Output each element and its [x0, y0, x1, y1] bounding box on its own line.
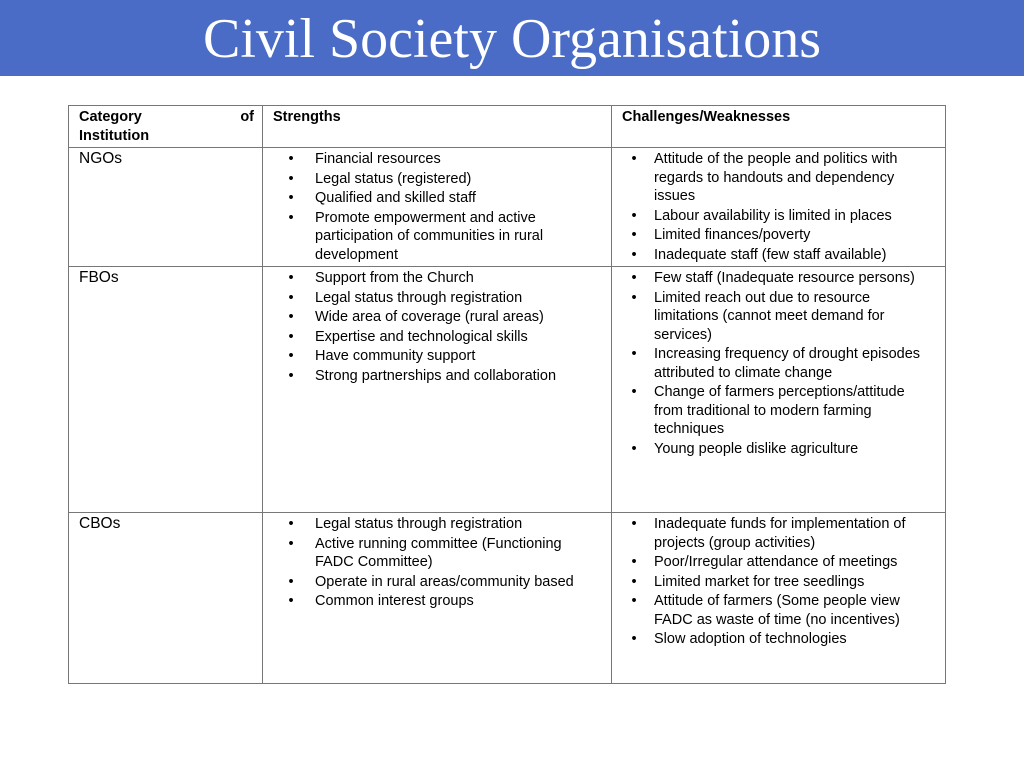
list-item	[622, 383, 937, 439]
bullet-icon: •	[631, 573, 637, 590]
header-category	[69, 106, 263, 148]
strengths-list	[273, 150, 603, 264]
list-item	[273, 573, 603, 592]
challenges-cell	[612, 148, 946, 267]
bullet-icon: •	[288, 573, 294, 590]
table-row-fbos	[69, 267, 946, 513]
list-item-text: Attitude of the people and politics with regards to handouts and dependency issues	[654, 151, 898, 204]
list-item-text: Strong partnerships and collaboration	[315, 367, 557, 384]
bullet-icon: •	[631, 384, 637, 400]
bullet-icon: •	[288, 209, 294, 226]
list-item	[622, 630, 937, 649]
list-item	[273, 150, 603, 169]
list-item-text: Legal status (registered)	[315, 170, 472, 187]
list-item-text: Legal status through registration	[315, 289, 523, 306]
list-item	[273, 170, 603, 189]
list-item-text: Young people dislike agriculture	[654, 440, 859, 457]
list-item	[273, 367, 603, 386]
header-category-word: Category	[79, 109, 142, 125]
bullet-icon: •	[288, 328, 294, 345]
bullet-icon: •	[288, 190, 294, 206]
table-row-cbos	[69, 513, 946, 684]
strengths-list	[273, 269, 603, 385]
bullet-icon: •	[631, 289, 637, 306]
bullet-icon: •	[631, 516, 637, 532]
list-item	[273, 347, 603, 366]
header-category-line2: Institution	[79, 127, 150, 144]
strengths-cell	[263, 148, 612, 267]
list-item	[273, 308, 603, 327]
list-item-text: Expertise and technological skills	[315, 328, 528, 345]
bullet-icon: •	[288, 516, 294, 532]
list-item-text: Inadequate staff (few staff available)	[654, 246, 887, 263]
list-item-text: Limited market for tree seedlings	[654, 573, 865, 590]
list-item-text: Attitude of farmers (Some people view FADC as waste of time (no incentives)	[654, 593, 900, 628]
bullet-icon: •	[631, 227, 637, 243]
list-item	[622, 226, 937, 245]
challenges-list	[622, 515, 937, 649]
bullet-icon: •	[631, 151, 637, 167]
list-item-text: Have community support	[315, 348, 476, 364]
list-item-text: Slow adoption of technologies	[654, 631, 847, 647]
bullet-icon: •	[288, 348, 294, 364]
category-cell: FBOs	[69, 267, 263, 513]
list-item-text: Poor/Irregular attendance of meetings	[654, 554, 898, 570]
challenges-cell	[612, 513, 946, 684]
header-challenges: Challenges/Weaknesses	[612, 106, 946, 148]
list-item	[622, 515, 937, 552]
category-cell: CBOs	[69, 513, 263, 684]
bullet-icon: •	[631, 554, 637, 570]
bullet-icon: •	[631, 440, 637, 457]
bullet-icon: •	[288, 170, 294, 187]
list-item	[622, 289, 937, 345]
bullet-icon: •	[288, 367, 294, 384]
bullet-icon: •	[288, 309, 294, 325]
strengths-cell	[263, 267, 612, 513]
list-item	[273, 269, 603, 288]
list-item-text: Common interest groups	[315, 593, 474, 609]
challenges-cell	[612, 267, 946, 513]
bullet-icon: •	[288, 593, 294, 609]
list-item	[273, 535, 603, 572]
list-item	[622, 246, 937, 265]
list-item	[273, 289, 603, 308]
list-item	[273, 515, 603, 534]
list-item-text: Financial resources	[315, 151, 441, 167]
list-item	[273, 328, 603, 347]
bullet-icon: •	[288, 270, 294, 286]
list-item-text: Wide area of coverage (rural areas)	[315, 309, 544, 325]
table-header-row	[69, 106, 946, 148]
list-item	[622, 269, 937, 288]
bullet-icon: •	[631, 270, 637, 286]
list-item	[273, 592, 603, 611]
title-bar	[0, 0, 1024, 76]
list-item	[622, 592, 937, 629]
list-item-text: Change of farmers perceptions/attitude from traditional to modern farming techniques	[654, 384, 905, 437]
bullet-icon: •	[631, 346, 637, 362]
list-item	[622, 207, 937, 226]
list-item-text: Increasing frequency of drought episodes attributed to climate change	[654, 346, 921, 381]
bullet-icon: •	[631, 207, 637, 224]
slide-title: Civil Society Organisations	[202, 8, 822, 70]
list-item-text: Support from the Church	[315, 270, 474, 286]
list-item	[622, 573, 937, 592]
bullet-icon: •	[288, 151, 294, 167]
strengths-cell	[263, 513, 612, 684]
category-cell: NGOs	[69, 148, 263, 267]
list-item-text: Active running committee (Functioning FADC Committee)	[315, 535, 562, 570]
header-category-of: of	[240, 109, 254, 125]
list-item	[622, 345, 937, 382]
list-item-text: Promote empowerment and active participation of communities in rural development	[315, 209, 544, 263]
challenges-list	[622, 150, 937, 264]
list-item-text: Qualified and skilled staff	[315, 190, 476, 206]
table-body	[69, 148, 946, 684]
bullet-icon: •	[288, 535, 294, 552]
list-item-text: Operate in rural areas/community based	[315, 573, 574, 590]
challenges-list	[622, 269, 937, 458]
bullet-icon: •	[631, 631, 637, 647]
list-item-text: Limited finances/poverty	[654, 227, 811, 243]
list-item	[273, 209, 603, 265]
list-item-text: Legal status through registration	[315, 516, 523, 532]
list-item-text: Inadequate funds for implementation of projects (group activities)	[654, 516, 906, 551]
list-item-text: Limited reach out due to resource limitations (cannot meet demand for services)	[654, 289, 885, 343]
header-strengths: Strengths	[263, 106, 612, 148]
strengths-list	[273, 515, 603, 611]
list-item	[622, 150, 937, 206]
bullet-icon: •	[631, 246, 637, 263]
list-item	[622, 553, 937, 572]
bullet-icon: •	[631, 593, 637, 609]
list-item-text: Few staff (Inadequate resource persons)	[654, 270, 915, 286]
table-row-ngos	[69, 148, 946, 267]
list-item	[273, 189, 603, 208]
bullet-icon: •	[288, 289, 294, 306]
list-item-text: Labour availability is limited in places	[654, 207, 892, 224]
list-item	[622, 440, 937, 459]
civil-society-table	[68, 105, 946, 684]
